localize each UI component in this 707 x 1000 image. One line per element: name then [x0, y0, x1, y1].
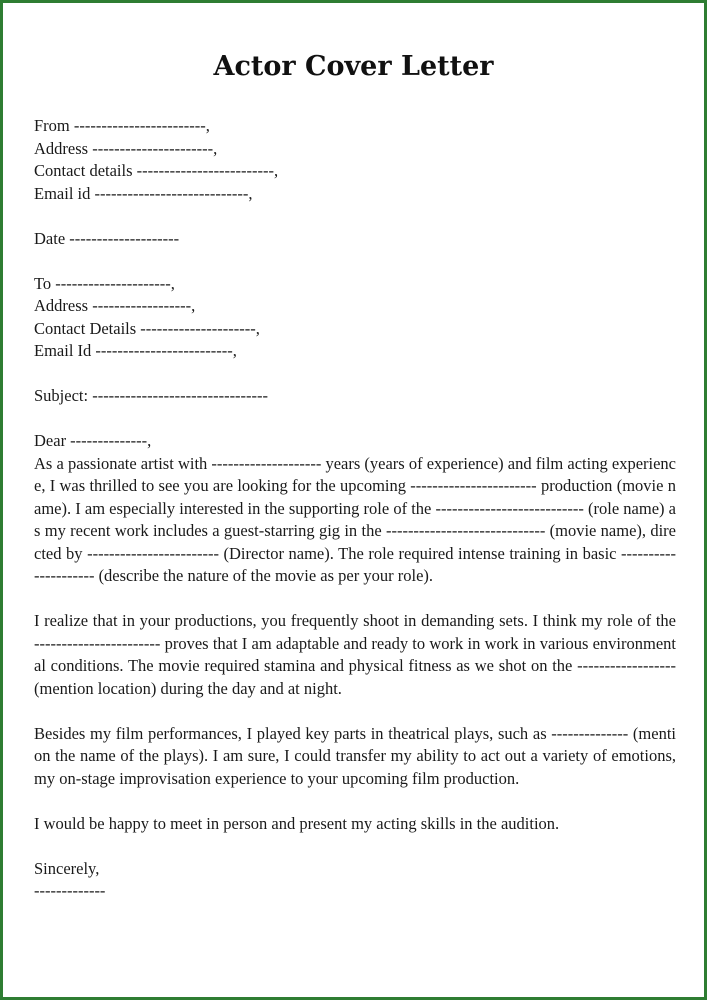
- spacer: [34, 835, 676, 858]
- body-paragraph: I would be happy to meet in person and present my acting skills in the audition.: [34, 813, 560, 833]
- document-title: Actor Cover Letter: [213, 51, 494, 82]
- body-paragraph: As a passionate artist with -------------------- years (years of experience) and film acting experience, I was thrilled to see you are looking for the upcoming ----------------------- production (movie name). I am especially interested in the supporting role of the --------------------------- (role name) as my recent work includes a guest-starring gig in the ----------------------------- (movie name), directed by ------------------------ (Director name). The role required intense training in basic --------------------- (describe the nature of the movie as per your role).: [34, 453, 676, 585]
- body-paragraph: I realize that in your productions, you frequently shoot in demanding sets. I think my role of the ----------------------- proves that I am adaptable and ready to work in work in various environmental conditions. The movie required stamina and physical fitness as we shot on the ------------------ (mention location) during the day and at night.: [34, 611, 676, 698]
- spacer: [34, 250, 676, 273]
- recipient-contact: Contact Details ---------------------,: [34, 318, 260, 338]
- spacer: [34, 408, 676, 431]
- recipient-email: Email Id -------------------------,: [34, 341, 237, 360]
- spacer: [34, 700, 676, 723]
- signature-line: -------------: [34, 881, 106, 900]
- salutation: Dear --------------,: [34, 431, 152, 450]
- letter-date: Date --------------------: [34, 228, 180, 248]
- spacer: [34, 363, 676, 386]
- recipient-block: [34, 273, 676, 363]
- letter-body: [34, 115, 676, 903]
- sender-address: Address ----------------------,: [34, 138, 218, 158]
- sender-block: [34, 115, 676, 205]
- closing: Sincerely,: [34, 858, 100, 878]
- sender-email: Email id ----------------------------,: [34, 183, 253, 203]
- recipient-address: Address ------------------,: [34, 296, 196, 315]
- body-paragraph: Besides my film performances, I played key parts in theatrical plays, such as -------------- (mention the name of the plays). I am sure, I could transfer my ability to act out a variety of emotions, my on-stage improvisation experience to your upcoming film production.: [34, 723, 676, 788]
- letter-subject: Subject: --------------------------------: [34, 386, 269, 405]
- recipient-to: To ---------------------,: [34, 273, 175, 293]
- spacer: [34, 790, 676, 813]
- spacer: [34, 205, 676, 228]
- sender-contact: Contact details -------------------------,: [34, 161, 279, 180]
- spacer: [34, 588, 676, 611]
- sender-from: From ------------------------,: [34, 116, 210, 135]
